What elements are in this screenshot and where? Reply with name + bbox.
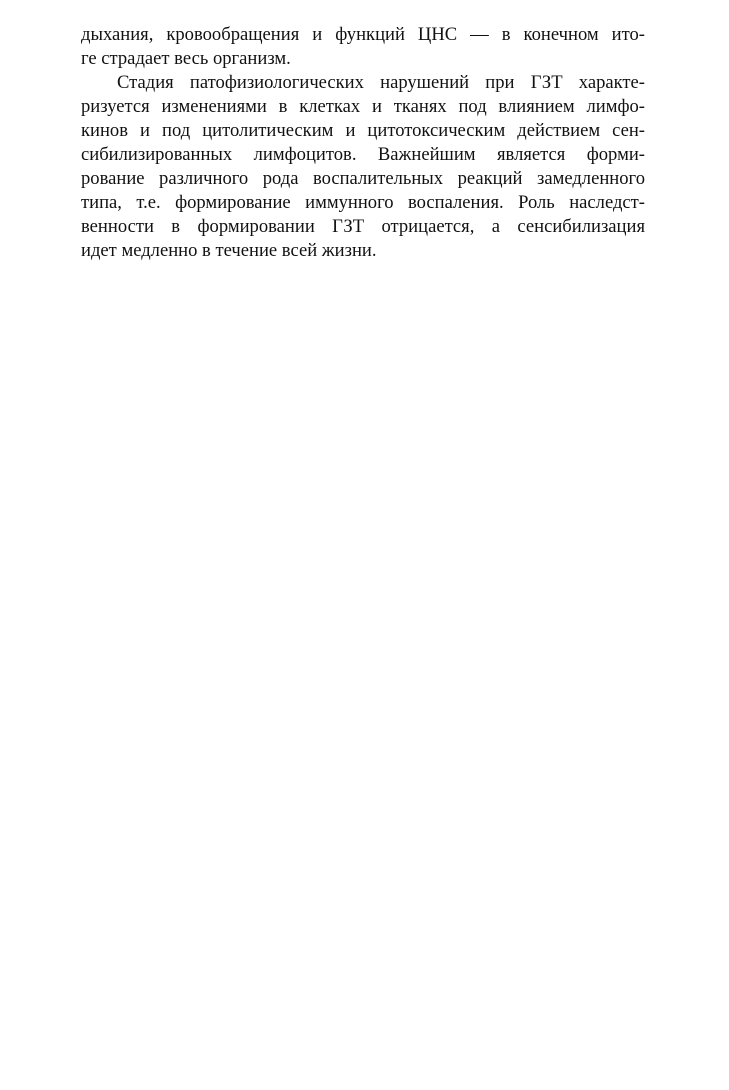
- text-line: типа, т.е. формирование иммунного воспаления. Роль наследст-: [81, 192, 645, 213]
- text-line: венности в формировании ГЗТ отрицается, а сенсибилизация: [81, 216, 645, 237]
- text-line: ризуется изменениями в клетках и тканях под влиянием лимфо-: [81, 96, 645, 117]
- text-line: Стадия патофизиологических нарушений при ГЗТ характе-: [117, 72, 645, 93]
- text-line: сибилизированных лимфоцитов. Важнейшим является форми-: [81, 144, 645, 165]
- text-line: кинов и под цитолитическим и цитотоксическим действием сен-: [81, 120, 645, 141]
- text-line: идет медленно в течение всей жизни.: [81, 240, 377, 261]
- text-line: рование различного рода воспалительных реакций замедленного: [81, 168, 645, 189]
- text-line: дыхания, кровообращения и функций ЦНС — в конечном ито-: [81, 24, 645, 45]
- body-text: [81, 23, 645, 263]
- text-line: ге страдает весь организм.: [81, 48, 291, 69]
